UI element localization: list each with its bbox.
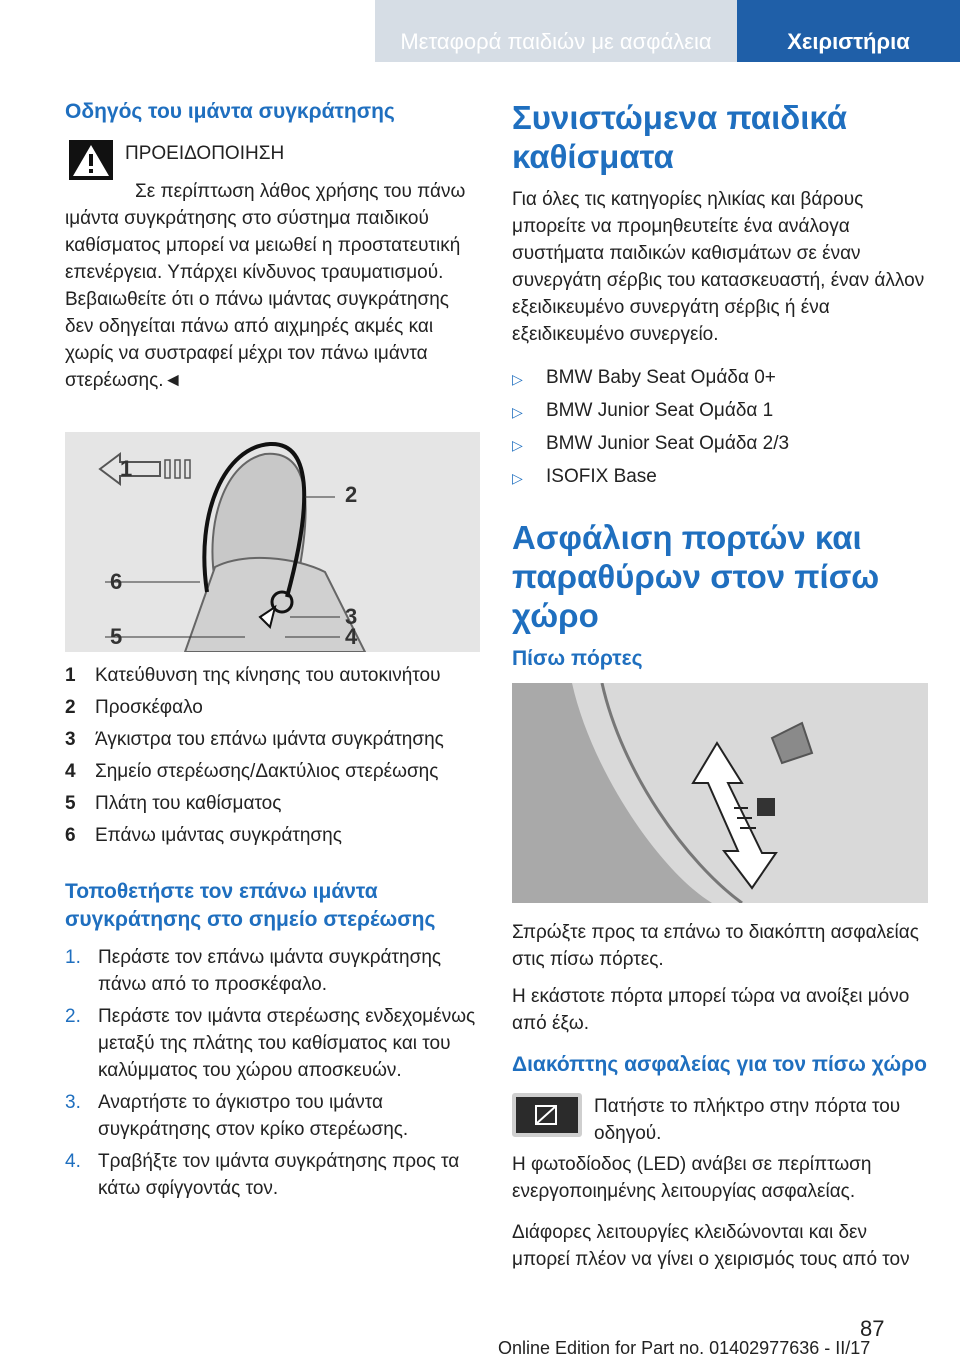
step-num: 2. (65, 1006, 81, 1027)
legend-num: 5 (65, 793, 76, 814)
warning-label: ΠΡΟΕΙΔΟΠΟΙΗΣΗ (125, 143, 285, 164)
step-item (65, 1089, 480, 1143)
seats-list (512, 362, 928, 494)
step-item (65, 1003, 480, 1084)
callout-6: 6 (110, 569, 123, 594)
warning-icon (69, 140, 113, 180)
rear-doors-note: Η εκάστοτε πόρτα μπορεί τώρα να ανοίξει μόνο από έξω. (512, 986, 910, 1034)
head-restraint-illustration (65, 432, 480, 652)
seats-title: Συνιστώμενα παιδικά καθίσματα (512, 99, 848, 175)
bullet-icon: ▷ (512, 437, 523, 453)
left-column (65, 98, 480, 1207)
page-number: 87 (860, 1316, 885, 1341)
legend-num: 2 (65, 697, 76, 718)
lock-title: Ασφάλιση πορτών και παραθύρων στον πίσω χώρο (512, 519, 880, 634)
switch-led-note: Η φωτοδίοδος (LED) ανάβει σε περίπτωση ενεργοποιημένης λειτουργίας ασφαλείας. (512, 1154, 872, 1202)
list-item (512, 395, 928, 428)
list-item (512, 362, 928, 395)
right-column (512, 98, 928, 1273)
warning-block (65, 140, 480, 180)
step-text: Τραβήξτε τον ιμάντα συγκράτησης προς τα κάτω σφίγγοντάς τον. (98, 1151, 460, 1199)
list-item (512, 428, 928, 461)
legend-item (65, 756, 480, 788)
callout-1: 1 (120, 456, 133, 481)
header-section-title: Μεταφορά παιδιών με ασφάλεια (375, 0, 737, 62)
tether-title: Οδηγός του ιμάντα συγκράτησης (65, 100, 395, 123)
warning-body (125, 140, 480, 180)
callout-2: 2 (345, 482, 358, 507)
warning-text: Σε περίπτωση λάθος χρήσης του πάνω ιμάντα συγκράτησης στο σύστημα παιδικού καθίσματος μπορεί να μειωθεί η προστατευτική επενέργεια. Υπάρχει κίνδυνος τραυματισμού. Βεβαιωθείτε ότι ο πάνω ιμάντας συγκράτησης δεν οδηγείται πάνω από αιχμηρές ακμές και χωρίς να συστραφεί μέχρι τον πάνω ιμάντα στερέωσης.◄ (65, 181, 466, 391)
legend-item (65, 692, 480, 724)
bullet-icon: ▷ (512, 371, 523, 387)
switch-functions-note: Διάφορες λειτουργίες κλειδώνονται και δεν μπορεί πλέον να γίνει ο χειρισμός τους από τον (512, 1222, 910, 1270)
header-chapter-tab[interactable]: Χειριστήρια (737, 0, 960, 62)
steps-list (65, 944, 480, 1202)
child-lock-figure (512, 683, 928, 903)
footer-edition: Online Edition for Part no. 01402977636 - II/17 (498, 1338, 871, 1358)
step-num: 4. (65, 1151, 81, 1172)
list-item-text: BMW Junior Seat Ομάδα 1 (546, 400, 774, 421)
figure-legend (65, 660, 480, 852)
legend-text: Προσκέφαλο (95, 697, 203, 718)
step-text: Περάστε τον ιμάντα στερέωσης ενδεχομένως μεταξύ της πλάτης του καθίσματος και του καλύμματος του χώρου αποσκευών. (98, 1006, 476, 1081)
step-num: 1. (65, 947, 81, 968)
switch-title: Διακόπτης ασφαλείας για τον πίσω χώρο (512, 1053, 927, 1076)
list-item (512, 461, 928, 494)
window-lock-icon[interactable] (512, 1093, 582, 1137)
seats-intro: Για όλες τις κατηγορίες ηλικίας και βάρους μπορείτε να προμηθευτείτε ένα ανάλογα συστήματα παιδικών καθισμάτων σε έναν συνεργάτη σέρβις του κατασκευαστή, έναν άλλον εξειδικευμένο συνεργάτη σέρβις ή ένα εξειδικευμένο συνεργείο. (512, 189, 925, 345)
step-item (65, 1148, 480, 1202)
legend-item (65, 660, 480, 692)
rear-doors-title: Πίσω πόρτες (512, 647, 643, 670)
bullet-icon: ▷ (512, 470, 523, 486)
legend-item (65, 724, 480, 756)
legend-item (65, 788, 480, 820)
legend-text: Άγκιστρα του επάνω ιμάντα συγκράτησης (95, 729, 444, 750)
step-item (65, 944, 480, 998)
bullet-icon: ▷ (512, 404, 523, 420)
list-item-text: BMW Baby Seat Ομάδα 0+ (546, 367, 776, 388)
callout-4: 4 (345, 624, 358, 649)
child-lock-illustration (512, 683, 928, 903)
legend-item (65, 820, 480, 852)
legend-num: 1 (65, 665, 76, 686)
step-text: Αναρτήστε το άγκιστρο του ιμάντα συγκράτησης στον κρίκο στερέωσης. (98, 1092, 409, 1140)
legend-text: Σημείο στερέωσης/Δακτύλιος στερέωσης (95, 761, 439, 782)
head-restraint-figure (65, 432, 480, 652)
list-item-text: ISOFIX Base (546, 466, 657, 487)
switch-instruction: Πατήστε το πλήκτρο στην πόρτα του οδηγού. (594, 1096, 901, 1144)
switch-block (512, 1093, 928, 1147)
callout-3: 3 (345, 604, 358, 629)
attach-title: Τοποθετήστε τον επάνω ιμάντα συγκράτησης στο σημείο στερέωσης (65, 880, 436, 931)
step-num: 3. (65, 1092, 81, 1113)
legend-num: 3 (65, 729, 76, 750)
legend-text: Επάνω ιμάντας συγκράτησης (95, 825, 342, 846)
legend-num: 4 (65, 761, 76, 782)
list-item-text: BMW Junior Seat Ομάδα 2/3 (546, 433, 790, 454)
legend-text: Κατεύθυνση της κίνησης του αυτοκινήτου (95, 665, 441, 686)
step-text: Περάστε τον επάνω ιμάντα συγκράτησης πάνω από το προσκέφαλο. (98, 947, 442, 995)
callout-5: 5 (110, 624, 123, 649)
rear-doors-instruction: Σπρώξτε προς τα επάνω το διακόπτη ασφαλείας στις πίσω πόρτες. (512, 922, 919, 970)
legend-num: 6 (65, 825, 76, 846)
legend-text: Πλάτη του καθίσματος (95, 793, 282, 814)
